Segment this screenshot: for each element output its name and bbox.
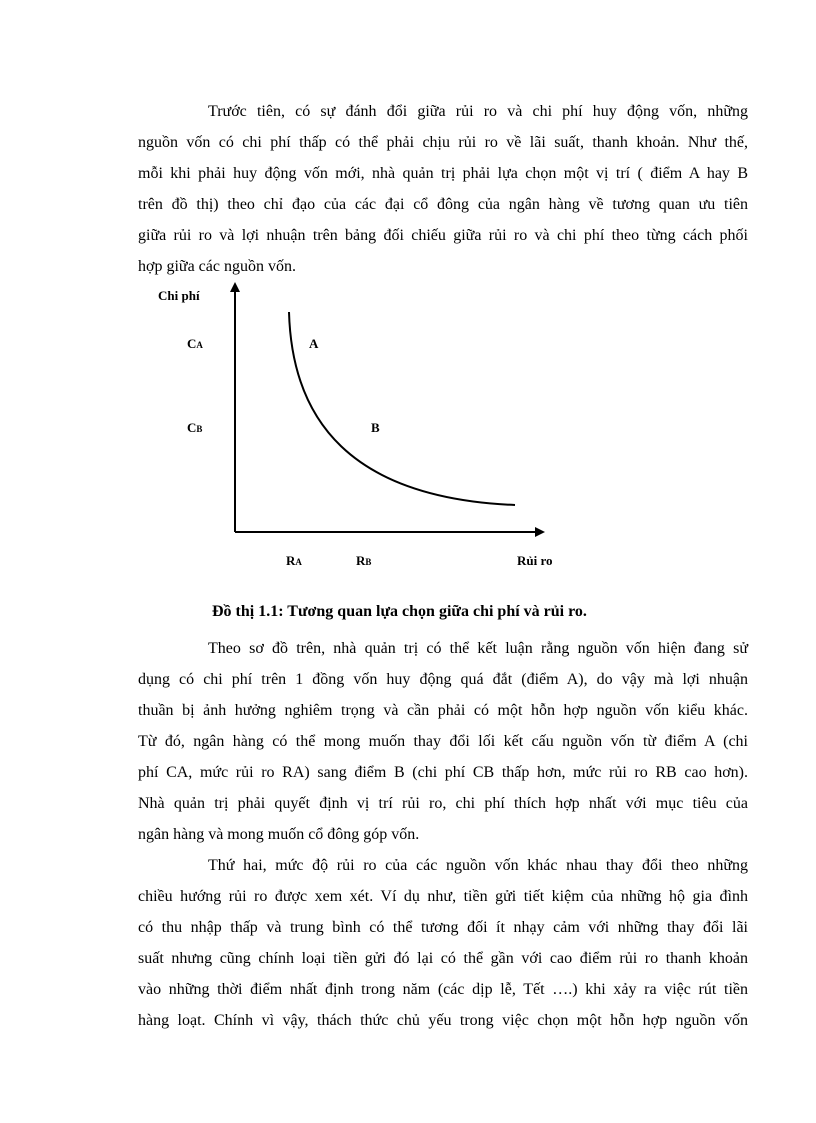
point-label-b: B	[371, 420, 380, 435]
x-tick-label-ra: RA	[286, 553, 302, 568]
y-axis-label: Chi phí	[158, 288, 200, 303]
text-line: hàng loạt. Chính vì vậy, thách thức chủ yếu trong việc chọn một hỗn hợp nguồn vốn	[138, 1012, 748, 1029]
text-line: Thứ hai, mức độ rủi ro của các nguồn vốn khác nhau thay đổi theo những	[208, 857, 748, 874]
text-line: suất nhưng cũng chính loại tiền gửi đó lại có thể gần với cao điểm rủi ro thanh khoản	[138, 950, 748, 967]
text-line: Trước tiên, có sự đánh đổi giữa rủi ro và chi phí huy động vốn, những	[208, 103, 748, 120]
text-line: mỗi khi phải huy động vốn mới, nhà quản trị phải lựa chọn một vị trí ( điểm A hay B	[138, 165, 748, 182]
x-tick-label-rb: RB	[356, 553, 372, 568]
y-tick-label-cb: CB	[187, 420, 203, 435]
figure-caption: Đồ thị 1.1: Tương quan lựa chọn giữa chi phí và rủi ro.	[212, 603, 587, 620]
text-line: thuần bị ảnh hưởng nghiêm trọng và cần phải có một hỗn hợp nguồn vốn kiểu khác.	[138, 702, 748, 719]
tradeoff-curve	[289, 312, 515, 505]
paragraph-risk-differences	[138, 850, 748, 1036]
paragraph-tradeoff	[138, 96, 748, 282]
text-line: Từ đó, ngân hàng có thể mong muốn thay đổi lối kết cấu nguồn vốn từ điểm A (chi	[138, 733, 748, 750]
text-line: Nhà quản trị phải quyết định vị trí rủi ro, chi phí thích hợp nhất với mục tiêu của	[138, 795, 748, 812]
text-line: vào những thời điểm nhất định trong năm (các dịp lễ, Tết ….) khi xảy ra việc rút tiền	[138, 981, 748, 998]
y-tick-label-ca: CA	[187, 336, 203, 351]
x-axis-label: Rủi ro	[517, 553, 553, 568]
point-label-a: A	[309, 336, 319, 351]
text-line: Theo sơ đồ trên, nhà quản trị có thể kết luận rằng nguồn vốn hiện đang sử	[208, 640, 748, 657]
text-line: ngân hàng và mong muốn cổ đông góp vốn.	[138, 826, 420, 843]
cost-risk-chart	[0, 270, 816, 600]
text-line: trên đồ thị) theo chỉ đạo của các đại cổ đông của ngân hàng về tương quan ưu tiên	[138, 196, 748, 213]
text-line: có thu nhập thấp và trung bình có thể tương đối ít nhạy cảm với những thay đổi lãi	[138, 919, 748, 936]
text-line: nguồn vốn có chi phí thấp có thể phải chịu rủi ro về lãi suất, thanh khoản. Như thế,	[138, 134, 748, 151]
text-line: giữa rủi ro và lợi nhuận trên bảng đối chiếu giữa rủi ro và chi phí theo từng cách phối	[138, 227, 748, 244]
text-line: phí CA, mức rủi ro RA) sang điểm B (chi phí CB thấp hơn, mức rủi ro RB cao hơn).	[138, 764, 748, 781]
text-line: dụng có chi phí trên 1 đồng vốn huy động quá đắt (điểm A), do vậy mà lợi nhuận	[138, 671, 748, 688]
paragraph-interpretation	[138, 633, 748, 850]
text-line: hợp giữa các nguồn vốn.	[138, 258, 296, 275]
text-line: chiều hướng rủi ro được xem xét. Ví dụ như, tiền gửi tiết kiệm của những hộ gia đình	[138, 888, 748, 905]
